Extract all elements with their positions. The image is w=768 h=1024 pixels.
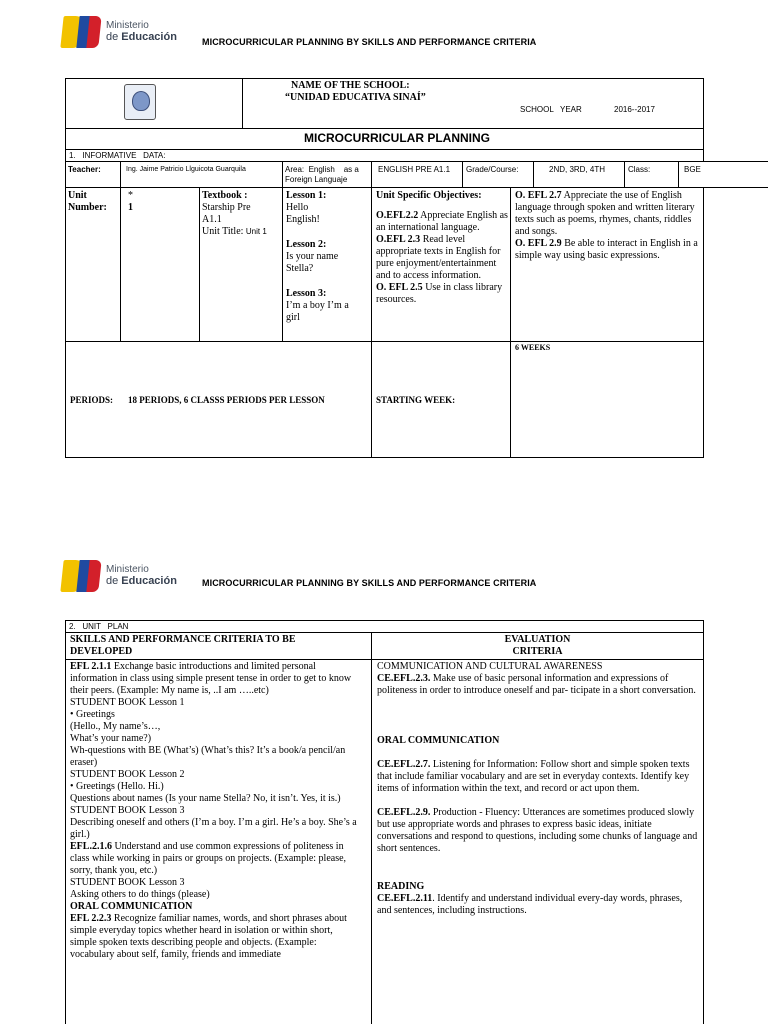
ce-2-3: CE.EFL.2.3. Make use of basic personal information and expressions of politeness in order to introduce oneself and par- ticipate in a short conversation. (377, 673, 696, 696)
crest-cell (65, 78, 243, 129)
periods: 18 PERIODS, 6 CLASSS PERIODS PER LESSON (128, 395, 325, 405)
unit-value-cell (120, 187, 200, 342)
objective-3: O. EFL 2.5 Use in class library resources. (376, 282, 503, 305)
ce-2-11: CE.EFL.2.11. Identify and understand individual every-day words, phrases, and sentences, including instructions. (377, 893, 683, 916)
skill-line: EFL 2.1.1 Exchange basic introductions and limited personal information in class using simple present tense in order to get to know their peers. (Example: My name is, ..I am …..etc) (70, 661, 352, 696)
lessons-cell (282, 187, 372, 342)
informative-label: 1. INFORMATIVE DATA: (69, 151, 166, 160)
unit-title: Unit Title: Unit 1 (202, 226, 267, 237)
evaluation-cell (371, 659, 704, 1024)
comm-heading: COMMUNICATION AND CULTURAL AWARENESS (377, 661, 603, 672)
teacher-label-cell (65, 161, 121, 188)
weeks: 6 WEEKS (515, 343, 551, 352)
level-cell (371, 161, 463, 188)
col2-title-1: EVALUATION (504, 634, 571, 645)
school-name: “UNIDAD EDUCATIVA SINAÍ” (285, 92, 426, 103)
lesson1: Hello English! (286, 202, 320, 225)
ecuador-flag-icon (62, 16, 102, 48)
page2-heading: MICROCURRICULAR PLANNING BY SKILLS AND PERFORMANCE CRITERIA (202, 578, 537, 588)
col1-title: SKILLS AND PERFORMANCE CRITERIA TO BE DEVELOPED (70, 634, 296, 657)
skill-line: Questions about names (Is your name Stella? No, it isn’t. Yes, it is.) (70, 793, 341, 804)
english-level: ENGLISH PRE A1.1 (378, 165, 451, 174)
col2-title-2: CRITERIA (512, 646, 563, 657)
textbook (202, 190, 282, 238)
skill-line: STUDENT BOOK Lesson 1 (70, 697, 185, 708)
grade-label-cell (462, 161, 534, 188)
lessons (286, 190, 366, 324)
class-value: BGE (684, 165, 701, 174)
grade-cell (533, 161, 625, 188)
skill-line: EFL 2.2.3 Recognize familiar names, words, and short phrases about simple everyday topics whether heard in isolation or within short, simple spoken texts describing people and objects. (Example: vocabulary about self, family, friends and immediate (70, 913, 347, 960)
textbook-value: Starship Pre A1.1 (202, 202, 251, 225)
school-year: 2016--2017 (614, 105, 655, 114)
objective-1: O.EFL2.2 Appreciate English as an international language. (376, 210, 508, 233)
skill-line: Describing oneself and others (I’m a boy. I’m a girl. He’s a boy. She’s a girl.) (70, 817, 357, 840)
skill-line: • Greetings (Hello. Hi.) (70, 781, 164, 792)
ecuador-flag-icon (62, 560, 102, 592)
logo-line2: de Educación (106, 575, 177, 587)
skill-line: (Hello., My name’s…, (70, 721, 161, 732)
area-cell (282, 161, 372, 188)
skills-cell (65, 659, 372, 1024)
skill-line: Wh-questions with BE (What’s) (What’s this? It’s a book/a pencil/an eraser) (70, 745, 346, 768)
objective-4: O. EFL 2.7 Appreciate the use of English language through spoken and written literary texts such as poems, rhymes, chants, riddles and songs. (515, 190, 695, 237)
skill-line: What’s your name?) (70, 733, 152, 744)
lesson2-label: Lesson 2: (286, 239, 327, 250)
school-name-cell (242, 78, 704, 129)
starting-week-cell (371, 341, 511, 458)
skill-line: STUDENT BOOK Lesson 3 (70, 877, 185, 888)
weeks-cell (510, 341, 704, 458)
ce-2-7: CE.EFL.2.7. Listening for Information: Follow short and simple spoken texts that include familiar vocabulary and are set in everyday contexts. Identify key items of information within the text, and record or act upon them. (377, 759, 690, 794)
area: Area: English as a Foreign Languaje (285, 165, 362, 184)
col2-title-cell (371, 632, 704, 660)
grade: 2ND, 3RD, 4TH (549, 165, 606, 174)
periods-cell (65, 341, 372, 458)
textbook-cell (199, 187, 283, 342)
skill-line: STUDENT BOOK Lesson 3 (70, 805, 185, 816)
unit-number: 1 (128, 202, 133, 213)
ministerio-logo-2 (62, 556, 182, 596)
objectives-cell (371, 187, 511, 342)
ministerio-logo (62, 12, 182, 52)
evaluation-list (377, 661, 699, 917)
section-title-cell (65, 128, 704, 150)
skills-list (70, 661, 360, 961)
lesson3-label: Lesson 3: (286, 288, 327, 299)
skill-line: STUDENT BOOK Lesson 2 (70, 769, 185, 780)
page1-heading: MICROCURRICULAR PLANNING BY SKILLS AND PERFORMANCE CRITERIA (202, 37, 537, 47)
lesson3: I’m a boy I’m a girl (286, 300, 349, 323)
reading-heading: READING (377, 881, 425, 892)
logo-line1: Ministerio (106, 564, 149, 575)
teacher-name: Ing. Jaime Patricio Llguicota Guarquila (126, 166, 246, 173)
teacher-cell (120, 161, 283, 188)
lesson1-label: Lesson 1: (286, 190, 327, 201)
periods-label: PERIODS: (70, 395, 114, 405)
class-label: Class: (628, 165, 651, 174)
logo-line2: de Educación (106, 31, 177, 43)
starting-week-label: STARTING WEEK: (376, 395, 456, 405)
unit-number-label: Unit Number: (68, 190, 107, 213)
school-name-label: NAME OF THE SCHOOL: (291, 80, 410, 91)
skill-line: • Greetings (70, 709, 115, 720)
grade-label: Grade/Course: (466, 165, 519, 174)
unit-plan-label: 2. UNIT PLAN (69, 622, 129, 631)
objective-5: O. EFL 2.9 Be able to interact in English in a simple way using basic expressions. (515, 238, 698, 261)
school-year-label: SCHOOL YEAR (520, 105, 582, 114)
school-crest-icon (124, 84, 156, 120)
oral-heading: ORAL COMMUNICATION (377, 735, 500, 746)
col1-title-cell (65, 632, 372, 660)
objective-2: O.EFL 2.3 Read level appropriate texts in English for pure enjoyment/entertainment and to access information. (376, 234, 501, 281)
lesson2: Is your name Stella? (286, 251, 339, 274)
teacher-label: Teacher: (68, 165, 101, 174)
class-cell (678, 161, 768, 188)
ce-2-9: CE.EFL.2.9. Production - Fluency: Utterances are sometimes produced slowly but use appropriate words and phrases to express basic ideas, initiate conversations and respond to questions, including some chunks of language and short sentences. (377, 807, 698, 854)
objectives-cell-2 (510, 187, 704, 342)
skill-line: EFL.2.1.6 Understand and use common expressions of politeness in class while working in pairs or groups on projects. (Example: please, sorry, thank you, etc.) (70, 841, 347, 876)
objectives-2 (515, 190, 701, 262)
skill-line: Asking others to do things (please) (70, 889, 210, 900)
section-title: MICROCURRICULAR PLANNING (304, 131, 490, 145)
objectives (376, 190, 508, 306)
objectives-label: Unit Specific Objectives: (376, 190, 482, 201)
unit-number-cell (65, 187, 121, 342)
unit-star: * (128, 190, 133, 201)
textbook-label: Textbook : (202, 190, 248, 201)
skill-line: ORAL COMMUNICATION (70, 901, 193, 912)
class-label-cell (624, 161, 679, 188)
logo-line1: Ministerio (106, 20, 149, 31)
